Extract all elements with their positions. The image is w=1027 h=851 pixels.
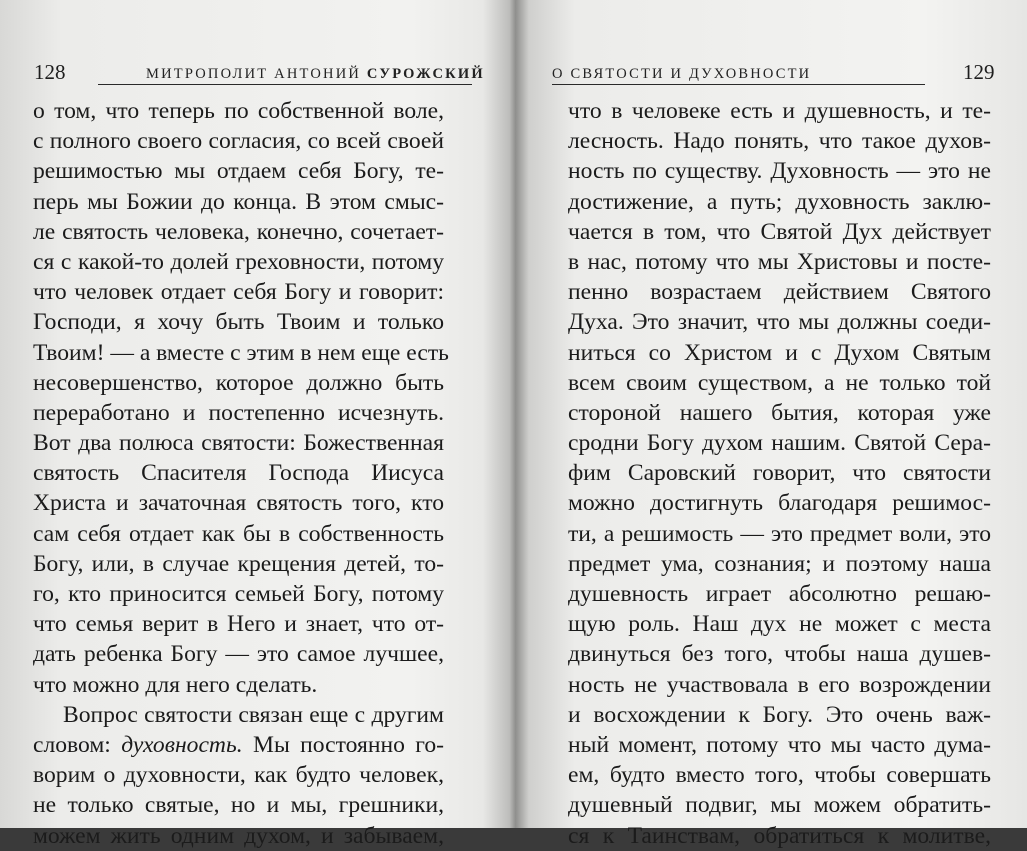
text-line: не только святые, но и мы, грешники, — [33, 792, 444, 819]
text-line: что можно для него сделать. — [33, 671, 318, 698]
text-line: несовершенство, которое должно быть — [33, 369, 444, 396]
text-line: чается в том, что Святой Дух действует — [568, 218, 991, 245]
text-line: о том, что теперь по собственной воле, — [33, 98, 444, 124]
right-text-block — [568, 96, 991, 851]
text-line: фим Саровский говорит, что святости — [568, 460, 991, 487]
running-head-author: МИТРОПОЛИТ АНТОНИЙ — [146, 66, 362, 82]
text-line: лесность. Надо понять, что такое духов- — [568, 128, 991, 155]
text-line: переработано и постепенно исчезнуть. — [33, 399, 444, 426]
text-line: пенно возрастаем действием Святого — [568, 279, 991, 306]
text-line-with-emphasis — [33, 730, 444, 760]
text-line: дать ребенка Богу — это самое лучшее, — [33, 641, 444, 668]
text-line: Богу, или, в случае крещения детей, то- — [33, 550, 444, 577]
text-line: ся к Таинствам, обратиться к молитве, — [568, 822, 991, 849]
left-head-rule — [98, 84, 472, 85]
text-line: всем своим существом, а не только той — [568, 369, 991, 396]
text-fragment: словом: — [33, 731, 111, 758]
left-page — [0, 0, 505, 849]
text-line: достижение, а путь; духовность заклю- — [568, 188, 991, 215]
text-line: решимостью мы отдаем себя Богу, те- — [33, 158, 444, 185]
text-fragment: Мы постоянно го- — [252, 731, 445, 758]
text-line: что человек отдает себя Богу и говорит: — [33, 279, 444, 306]
text-line: и восхождении к Богу. Это очень важ- — [568, 701, 991, 728]
text-line: ный момент, потому что мы часто дума- — [568, 731, 991, 758]
text-line: ем, будто вместо того, чтобы совершать — [568, 762, 991, 789]
left-page-number: 128 — [34, 60, 66, 84]
text-line: Вопрос святости связан еще с другим — [63, 701, 444, 728]
text-line: душевный подвиг, мы можем обратить- — [568, 792, 991, 819]
text-line: перь мы Божии до конца. В этом смыс- — [33, 188, 444, 215]
text-line: можем жить одним духом, и забываем, — [33, 822, 444, 849]
right-running-head: О СВЯТОСТИ И ДУХОВНОСТИ — [552, 66, 812, 82]
text-line: щую роль. Наш дух не может с места — [568, 611, 991, 638]
right-head-rule — [552, 84, 925, 85]
text-line: ворим о духовности, как будто человек, — [33, 762, 444, 789]
text-line: в нас, потому что мы Христовы и посте- — [568, 248, 991, 275]
text-line: предмет ума, сознания; и поэтому наша — [568, 550, 991, 577]
text-line: стороной нашего бытия, которая уже — [568, 399, 991, 426]
text-line: сродни Богу духом нашим. Святой Сера- — [568, 430, 991, 457]
text-line: ле святость человека, конечно, сочетает- — [33, 218, 444, 245]
left-text-block — [33, 96, 449, 851]
text-line: святость Спасителя Господа Иисуса — [33, 460, 444, 487]
text-line: ся с какой-то долей греховности, потому — [33, 248, 444, 275]
text-line: Христа и зачаточная святость того, кто — [33, 490, 444, 517]
text-line: ность по существу. Духовность — это не — [568, 158, 991, 185]
right-page — [515, 0, 1027, 849]
text-line: что семья верит в Него и знает, что от- — [33, 611, 444, 638]
text-line: душевность играет абсолютно решаю- — [568, 581, 991, 607]
running-head-author-surname: СУРОЖСКИЙ — [366, 66, 485, 82]
text-line: сам себя отдает как бы в собственность — [33, 520, 444, 547]
text-line: ти, а решимость — это предмет воли, это — [568, 520, 991, 547]
text-line: можно достигнуть благодаря решимос- — [568, 490, 991, 517]
text-line: ность не участвовала в его возрождении — [568, 671, 991, 698]
text-line: с полного своего согласия, со всей своей — [33, 128, 444, 155]
right-page-number: 129 — [963, 60, 995, 84]
text-line: Духа. Это значит, что мы должны соеди- — [568, 309, 991, 336]
text-line: Вот два полюса святости: Божественная — [33, 430, 444, 457]
left-running-head — [146, 66, 485, 83]
text-line: Господи, я хочу быть Твоим и только — [33, 309, 444, 336]
text-line: что в человеке есть и душевность, и те- — [568, 98, 991, 124]
emphasized-term: духовность. — [121, 731, 243, 758]
text-line: Твоим! — а вместе с этим в нем еще есть — [33, 339, 449, 366]
text-line: двинуться без того, чтобы наша душев- — [568, 641, 991, 668]
text-line: ниться со Христом и с Духом Святым — [568, 339, 991, 366]
text-line: го, кто приносится семьей Богу, потому — [33, 581, 444, 607]
